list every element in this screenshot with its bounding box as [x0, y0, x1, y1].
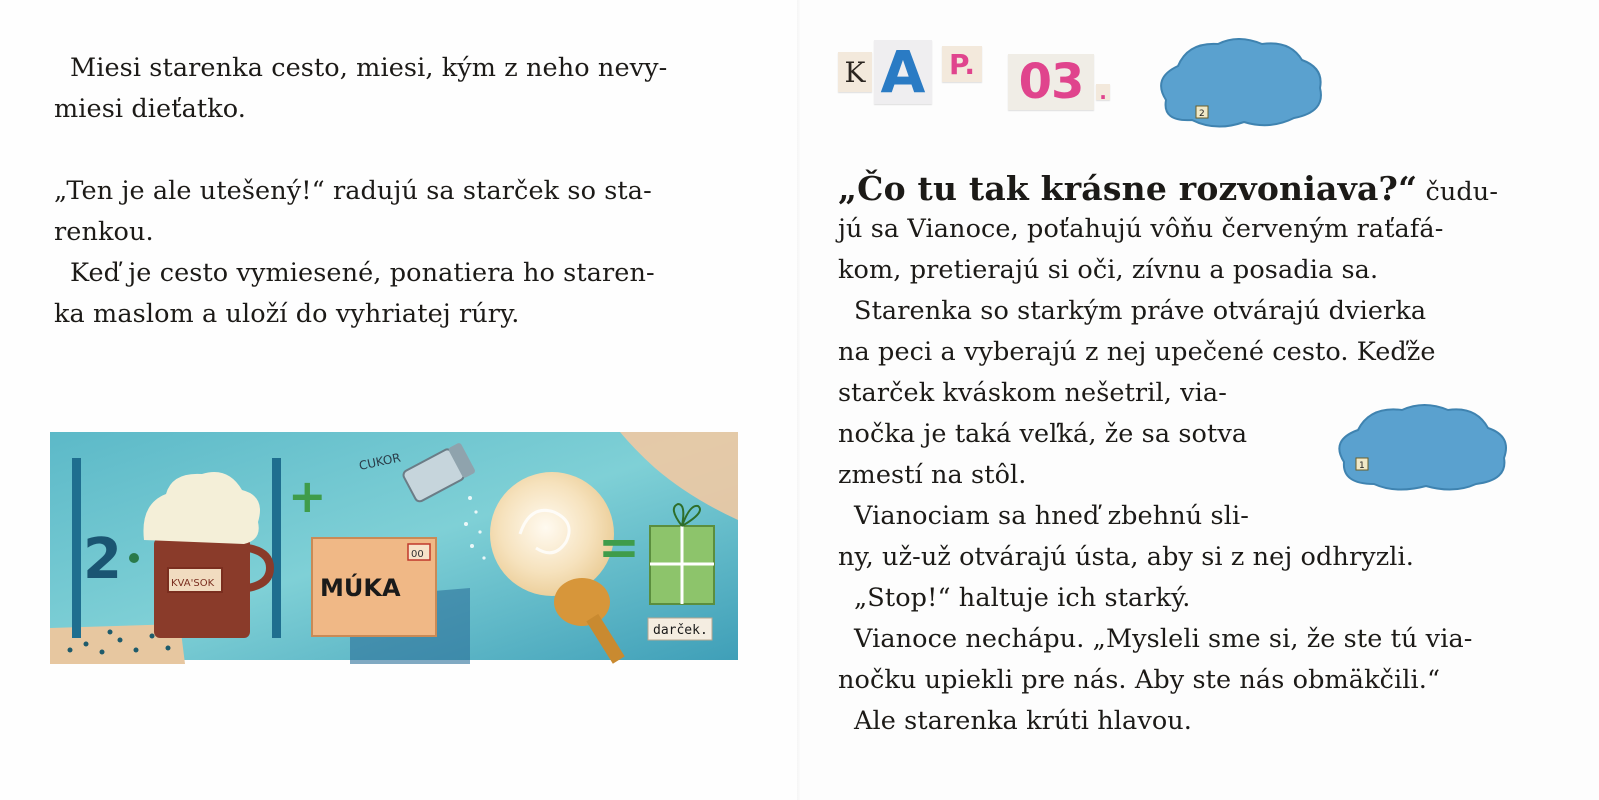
- left-page-text: [54, 48, 754, 335]
- muka-label: MÚKA: [320, 574, 401, 602]
- text-line: Keď je cesto vymiesené, ponatiera ho staren-: [70, 258, 655, 288]
- text-line: renkou.: [54, 217, 154, 247]
- text-line: nočku upiekli pre nás. Aby ste nás obmäkčili.“: [838, 665, 1441, 695]
- chapter-letter-a: A: [874, 40, 932, 104]
- text-line: Miesi starenka cesto, miesi, kým z neho nevy-: [70, 53, 668, 83]
- text-line: Vianoce nechápu. „Mysleli sme si, že ste tú via-: [854, 624, 1473, 654]
- text-line: Vianociam sa hneď zbehnú sli-: [854, 501, 1249, 531]
- chapter-dot: .: [1096, 84, 1110, 100]
- muka-tag: 00: [411, 549, 424, 560]
- text-line: nočka je taká veľká, že sa sotva: [838, 419, 1248, 449]
- cloud-top-tag: 2: [1199, 109, 1205, 119]
- cukor-label: CUKOR: [357, 450, 402, 473]
- text-line-tail: čudu-: [1425, 177, 1499, 207]
- text-line: miesi dieťatko.: [54, 94, 247, 124]
- kvasok-label: KVA'SOK: [171, 578, 215, 589]
- dough-swirl: [490, 472, 614, 596]
- text-line: ny, už-už otvárajú ústa, aby si z nej odhryzli.: [838, 542, 1414, 572]
- darcek-label: darček.: [653, 623, 708, 638]
- plus-sign: +: [288, 469, 327, 523]
- text-line: [54, 130, 754, 171]
- text-line: „Stop!“ haltuje ich starký.: [854, 583, 1191, 613]
- cloud-illustration: [1152, 38, 1328, 136]
- text-line: ka maslom a uloží do vyhriatej rúry.: [54, 299, 520, 329]
- text-line: „Ten je ale utešený!“ radujú sa starček so sta-: [54, 176, 652, 206]
- text-line: na peci a vyberajú z nej upečené cesto. Keďže: [838, 337, 1436, 367]
- lead-quote: „Čo tu tak krásne rozvoniava?“: [838, 169, 1418, 208]
- chapter-number: 03: [1008, 54, 1094, 110]
- recipe-illustration: [50, 428, 738, 664]
- wooden-spoon: [554, 578, 610, 626]
- text-line: Ale starenka krúti hlavou.: [854, 706, 1193, 736]
- text-line: starček kváskom nešetril, via-: [838, 378, 1227, 408]
- text-line: jú sa Vianoce, poťahujú vôňu červeným raťafá-: [838, 214, 1444, 244]
- text-line: kom, pretierajú si oči, zívnu a posadia sa.: [838, 255, 1379, 285]
- cloud-mid-tag: 1: [1359, 461, 1365, 471]
- chapter-letter-k: K: [838, 52, 872, 92]
- right-page-text: [838, 168, 1558, 742]
- equals-sign: =: [598, 518, 640, 576]
- multiply-dot: [129, 553, 139, 563]
- cloud-top-shape: [1161, 39, 1321, 127]
- chapter-heading: [838, 36, 1138, 116]
- bracket-right: [272, 458, 281, 638]
- text-line: zmestí na stôl.: [838, 460, 1027, 490]
- bracket-left: [72, 458, 81, 638]
- text-line: [838, 168, 1558, 209]
- chapter-letter-p: P.: [942, 46, 982, 82]
- text-line: Starenka so starkým práve otvárajú dvierka: [854, 296, 1427, 326]
- multiplier-number: 2: [83, 527, 122, 592]
